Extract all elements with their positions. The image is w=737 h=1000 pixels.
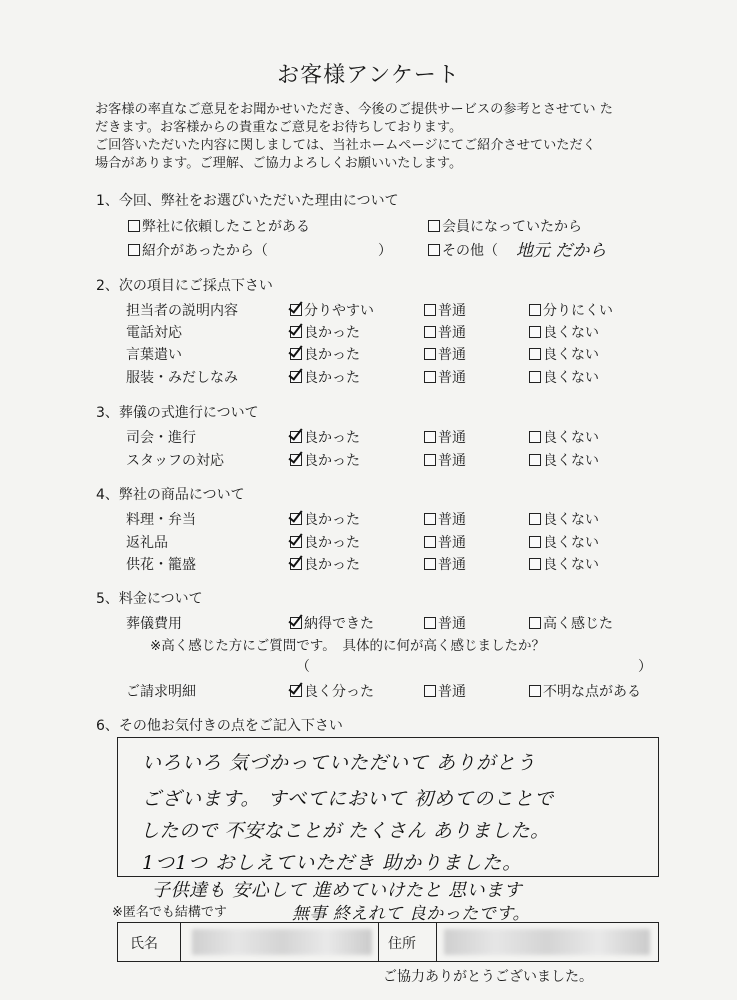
q3-r2-opt1[interactable]: 良かった (290, 450, 360, 470)
q2-row-label: 電話対応 (126, 325, 182, 341)
q4-r2-opt2[interactable]: 普通 (424, 532, 466, 552)
checkbox-checked[interactable] (290, 617, 302, 629)
q1-heading: 1、今回、弊社をお選びいただいた理由について (96, 193, 399, 209)
checkbox[interactable] (424, 348, 436, 360)
q4-row-label: 供花・籠盛 (126, 557, 196, 573)
comment-line-3: したので 不安なことが たくさん ありました。 (140, 820, 550, 842)
q4-row-label: 返礼品 (126, 535, 168, 551)
checkbox[interactable] (529, 348, 541, 360)
comment-line-4: 1つ1つ おしえていただき 助かりました。 (142, 852, 523, 874)
q3-row-label: 司会・進行 (126, 430, 196, 446)
q4-r1-opt2[interactable]: 普通 (424, 509, 466, 529)
q2-row-label: 言葉遣い (126, 347, 182, 363)
q4-r1-opt1[interactable]: 良かった (290, 509, 360, 529)
q6-heading: 6、その他お気付きの点をご記入下さい (96, 718, 343, 734)
q5-r1-opt3[interactable]: 高く感じた (529, 613, 613, 633)
q2-r1-opt3[interactable]: 分りにくい (529, 300, 613, 320)
q1-referral-close-paren: ） (378, 243, 392, 259)
checkbox-checked[interactable] (290, 513, 302, 525)
q3-r1-opt3[interactable]: 良くない (529, 427, 599, 447)
q5-paren-close: ） (638, 659, 652, 675)
q1-other-handwritten: 地元 だから (516, 241, 607, 261)
q2-r4-opt1[interactable]: 良かった (290, 367, 360, 387)
checkbox-checked[interactable] (290, 536, 302, 548)
page-title: お客様アンケート (277, 63, 460, 88)
q5-r1-opt1[interactable]: 納得できた (290, 613, 374, 633)
q2-row-label: 担当者の説明内容 (126, 303, 238, 319)
checkbox[interactable] (529, 558, 541, 570)
checkbox[interactable] (424, 685, 436, 697)
checkbox[interactable] (424, 513, 436, 525)
q2-row-label: 服装・みだしなみ (126, 370, 238, 386)
checkbox[interactable] (529, 685, 541, 697)
q5-row-label: ご請求明細 (126, 684, 196, 700)
checkbox-checked[interactable] (290, 371, 302, 383)
q4-r3-opt1[interactable]: 良かった (290, 554, 360, 574)
q3-r2-opt3[interactable]: 良くない (529, 450, 599, 470)
q4-row-label: 料理・弁当 (126, 512, 196, 528)
q2-r1-opt2[interactable]: 普通 (424, 300, 466, 320)
checkbox-checked[interactable] (290, 685, 302, 697)
checkbox[interactable] (428, 220, 440, 232)
checkbox-checked[interactable] (290, 326, 302, 338)
q5-heading: 5、料金について (96, 591, 203, 607)
q5-r1-opt2[interactable]: 普通 (424, 613, 466, 633)
q2-r3-opt1[interactable]: 良かった (290, 344, 360, 364)
comment-line-6: 無事 終えれて 良かったです。 (292, 904, 530, 924)
q3-heading: 3、葬儀の式進行について (96, 405, 259, 421)
checkbox[interactable] (529, 326, 541, 338)
q3-r1-opt1[interactable]: 良かった (290, 427, 360, 447)
intro-line-2: だきます。お客様からの貴重なご意見をお待ちしております。 (95, 120, 463, 135)
q3-r2-opt2[interactable]: 普通 (424, 450, 466, 470)
checkbox[interactable] (424, 431, 436, 443)
q5-paren-open: （ (296, 659, 310, 675)
checkbox[interactable] (424, 536, 436, 548)
q4-r2-opt1[interactable]: 良かった (290, 532, 360, 552)
q5-note: ※高く感じた方にご質問です。 具体的に何が高く感じましたか？ (150, 638, 545, 654)
q4-r1-opt3[interactable]: 良くない (529, 509, 599, 529)
q1-option-other[interactable]: その他（ (428, 240, 498, 260)
q1-option-referral[interactable]: 紹介があったから（ (128, 240, 268, 260)
checkbox[interactable] (529, 371, 541, 383)
q4-heading: 4、弊社の商品について (96, 487, 245, 503)
checkbox-checked[interactable] (290, 558, 302, 570)
anonymous-note: ※匿名でも結構です (112, 905, 227, 920)
comment-line-5: 子供達も 安心して 進めていけたと 思います (152, 880, 523, 901)
q1-option-member[interactable]: 会員になっていたから (428, 216, 582, 236)
q5-r2-opt1[interactable]: 良く分った (290, 681, 374, 701)
checkbox[interactable] (529, 513, 541, 525)
name-field-redacted[interactable] (192, 929, 372, 955)
q2-r4-opt3[interactable]: 良くない (529, 367, 599, 387)
signature-table (117, 922, 659, 962)
checkbox[interactable] (424, 558, 436, 570)
q2-r3-opt2[interactable]: 普通 (424, 344, 466, 364)
q4-r3-opt2[interactable]: 普通 (424, 554, 466, 574)
checkbox[interactable] (529, 304, 541, 316)
q2-r4-opt2[interactable]: 普通 (424, 367, 466, 387)
checkbox[interactable] (128, 220, 140, 232)
q3-row-label: スタッフの対応 (126, 453, 224, 469)
q4-r2-opt3[interactable]: 良くない (529, 532, 599, 552)
checkbox-checked[interactable] (290, 454, 302, 466)
q1-option-used-before[interactable]: 弊社に依頼したことがある (128, 216, 310, 236)
checkbox[interactable] (424, 326, 436, 338)
closing-message: ご協力ありがとうございました。 (383, 969, 593, 985)
checkbox[interactable] (424, 304, 436, 316)
checkbox[interactable] (529, 536, 541, 548)
checkbox[interactable] (529, 431, 541, 443)
q4-r3-opt3[interactable]: 良くない (529, 554, 599, 574)
intro-line-1: お客様の率直なご意見をお聞かせいただき、今後のご提供サービスの参考とさせてい た (95, 102, 613, 117)
checkbox[interactable] (424, 371, 436, 383)
q2-r2-opt3[interactable]: 良くない (529, 322, 599, 342)
q3-r1-opt2[interactable]: 普通 (424, 427, 466, 447)
checkbox[interactable] (424, 617, 436, 629)
checkbox[interactable] (529, 617, 541, 629)
intro-line-4: 場合があります。ご理解、ご協力よろしくお願いいたします。 (95, 156, 463, 171)
q2-heading: 2、次の項目にご採点下さい (96, 278, 273, 294)
name-label: 氏名 (130, 936, 158, 952)
q5-r2-opt2[interactable]: 普通 (424, 681, 466, 701)
comment-line-2: ございます。 すべてにおいて 初めてのことで (142, 788, 555, 810)
checkbox[interactable] (128, 244, 140, 256)
checkbox-checked[interactable] (290, 431, 302, 443)
address-label: 住所 (388, 936, 416, 952)
q2-r2-opt2[interactable]: 普通 (424, 322, 466, 342)
q2-r1-opt1[interactable]: 分りやすい (290, 300, 374, 320)
checkbox[interactable] (529, 454, 541, 466)
q2-r2-opt1[interactable]: 良かった (290, 322, 360, 342)
checkbox[interactable] (428, 244, 440, 256)
checkbox-checked[interactable] (290, 304, 302, 316)
q5-row-label: 葬儀費用 (126, 616, 182, 632)
q2-r3-opt3[interactable]: 良くない (529, 344, 599, 364)
intro-line-3: ご回答いただいた内容に関しましては、当社ホームページにてご紹介させていただく (95, 138, 596, 153)
checkbox-checked[interactable] (290, 348, 302, 360)
comment-line-1: いろいろ 気づかっていただいて ありがとう (142, 752, 537, 774)
q5-r2-opt3[interactable]: 不明な点がある (529, 681, 641, 701)
checkbox[interactable] (424, 454, 436, 466)
address-field-redacted[interactable] (444, 929, 650, 955)
